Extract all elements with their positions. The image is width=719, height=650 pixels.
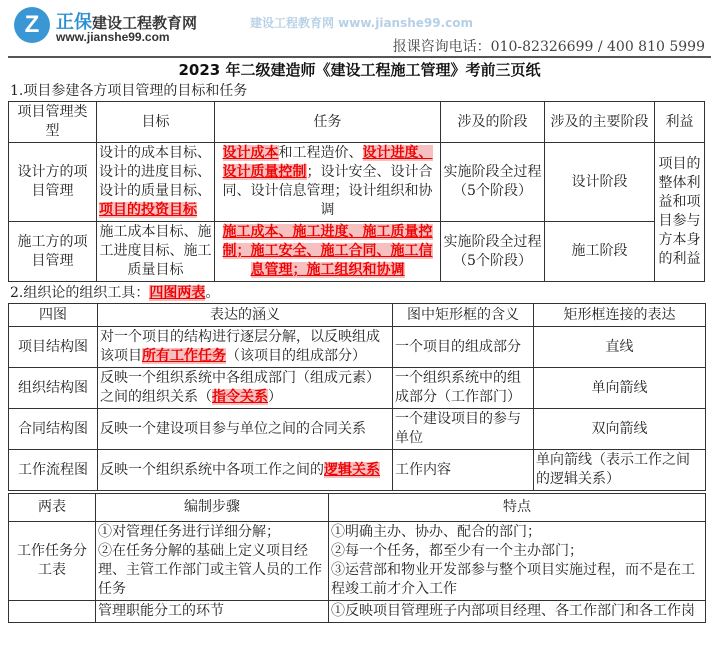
table-row <box>9 327 706 368</box>
benefit-cell: 项目的整体利益和项目参与方本身的利益 <box>655 143 705 282</box>
step-item: ②在任务分解的基础上定义项目经理、主管工作部门或主管人员的工作任务 <box>98 543 322 597</box>
task-highlight: 设计成本 <box>222 145 279 161</box>
table-row <box>9 143 705 222</box>
goal-text: 设计的成本目标、设计的进度目标、设计的质量目标、 <box>99 145 211 199</box>
header-cell: 矩形框连接的表达 <box>534 304 706 327</box>
table-name: 工作任务分工表 <box>9 522 96 601</box>
meaning-cell <box>98 409 393 450</box>
step-item: ①对管理任务进行详细分解； <box>98 524 280 540</box>
header-cell: 编制步骤 <box>96 494 329 522</box>
table-header-row <box>9 304 706 327</box>
table-name <box>9 601 96 623</box>
header-cell: 两表 <box>9 494 96 522</box>
diagram-name: 工作流程图 <box>9 450 98 491</box>
meaning-highlight: 所有工作任务 <box>142 348 226 364</box>
table-header-row <box>9 494 706 522</box>
header-cell: 涉及的阶段 <box>441 102 545 143</box>
meaning-text: 对一个项目的结构进行逐层分解，以反映组成该项目 <box>100 329 380 364</box>
diagram-name: 组织结构图 <box>9 368 98 409</box>
table-project-management <box>8 101 705 282</box>
stage-cell: 实施阶段全过程（5个阶段） <box>441 222 545 282</box>
goals-cell: 施工成本目标、施工进度目标、施工质量目标 <box>97 222 215 282</box>
steps-cell <box>96 522 329 601</box>
feature-item: ①明确主办、协办、配合的部门； <box>331 524 541 540</box>
site-url: www.jianshe99.com <box>56 30 170 44</box>
heading-highlight: 四图两表 <box>149 285 206 301</box>
logo-icon: Z <box>14 7 50 43</box>
meaning-text: ） <box>268 389 282 405</box>
table-row <box>9 409 706 450</box>
link-cell: 单向箭线（表示工作之间的逻辑关系） <box>534 450 706 491</box>
stage-cell: 实施阶段全过程（5个阶段） <box>441 143 545 222</box>
table-four-diagrams <box>8 303 706 491</box>
table-row <box>9 450 706 491</box>
feature-item: ②每一个任务，都至少有一个主办部门； <box>331 543 583 559</box>
header-cell: 任务 <box>215 102 441 143</box>
watermark: 建设工程教育网 www.jianshe99.com <box>250 16 474 30</box>
tasks-cell <box>215 222 441 282</box>
box-meaning-cell: 一个项目的组成部分 <box>393 327 534 368</box>
features-cell <box>329 522 706 601</box>
meaning-cell <box>98 327 393 368</box>
box-meaning-cell: 一个组织系统中的组成部分（工作部门） <box>393 368 534 409</box>
header-cell: 目标 <box>97 102 215 143</box>
meaning-highlight: 逻辑关系 <box>324 461 380 478</box>
meaning-highlight: 指令关系 <box>212 389 268 405</box>
type-cell: 设计方的项目管理 <box>9 143 97 222</box>
header-divider <box>8 56 711 58</box>
table-row <box>9 522 706 601</box>
meaning-text: （该项目的组成部分） <box>226 348 366 364</box>
header-cell: 涉及的主要阶段 <box>545 102 655 143</box>
section-2-heading <box>0 283 719 303</box>
phone-line: 报课咨询电话：010-82326699 / 400 810 5999 <box>392 39 705 55</box>
features-cell: ①反映项目管理班子内部项目经理、各工作部门和各工作岗 <box>329 601 706 623</box>
link-cell: 直线 <box>534 327 706 368</box>
meaning-cell <box>98 368 393 409</box>
table-header-row <box>9 102 705 143</box>
heading-text: 2.组织论的组织工具： <box>10 285 150 301</box>
table-row <box>9 368 706 409</box>
heading-text: 。 <box>205 285 220 301</box>
brand-text: 建设工程教育网 <box>92 15 198 32</box>
goal-highlight: 项目的投资目标 <box>99 202 197 218</box>
section-1-heading: 1.项目参建各方项目管理的目标和任务 <box>10 83 248 99</box>
table-row <box>9 601 706 623</box>
document-body <box>0 60 719 623</box>
meaning-cell <box>98 450 393 491</box>
header-cell: 利益 <box>655 102 705 143</box>
goals-cell <box>97 143 215 222</box>
link-cell: 单向箭线 <box>534 368 706 409</box>
type-cell: 施工方的项目管理 <box>9 222 97 282</box>
header-cell: 四图 <box>9 304 98 327</box>
task-highlight: 施工成本、施工进度、施工质量控制；施工安全、施工合同、施工信息管理；施工组织和协调 <box>222 224 433 278</box>
link-cell: 双向箭线 <box>534 409 706 450</box>
meaning-text: 反映一个组织系统中各项工作之间的 <box>100 461 324 478</box>
header-cell: 表达的涵义 <box>98 304 393 327</box>
header-cell: 特点 <box>329 494 706 522</box>
table-row <box>9 222 705 282</box>
box-meaning-cell: 工作内容 <box>393 450 534 491</box>
main-stage-cell: 施工阶段 <box>545 222 655 282</box>
brand-prefix: 正保 <box>56 12 92 32</box>
meaning-text: 反映一个建设项目参与单位之间的合同关系 <box>100 420 366 437</box>
header-cell: 项目管理类型 <box>9 102 97 143</box>
feature-item: ③运营部和物业开发部参与整个项目实施过程，而不是在工程竣工前才介入工作 <box>331 562 695 597</box>
table-two-tables <box>8 493 706 623</box>
task-highlight: 设计进度、设计质量控制 <box>222 145 433 180</box>
task-text: ；设计安全、设计合同、设计信息管理；设计组织和协调 <box>222 164 433 218</box>
task-text: 和工程造价、 <box>278 145 363 161</box>
diagram-name: 项目结构图 <box>9 327 98 368</box>
steps-cell: 管理职能分工的环节 <box>96 601 329 623</box>
box-meaning-cell: 一个建设项目的参与单位 <box>393 409 534 450</box>
tasks-cell <box>215 143 441 222</box>
meaning-text: 反映一个组织系统中各组成部门（组成元素）之间的组织关系（ <box>100 370 380 405</box>
diagram-name: 合同结构图 <box>9 409 98 450</box>
main-stage-cell: 设计阶段 <box>545 143 655 222</box>
header-cell: 图中矩形框的含义 <box>393 304 534 327</box>
page-title: 2023 年二级建造师《建设工程施工管理》考前三页纸 <box>178 61 541 79</box>
